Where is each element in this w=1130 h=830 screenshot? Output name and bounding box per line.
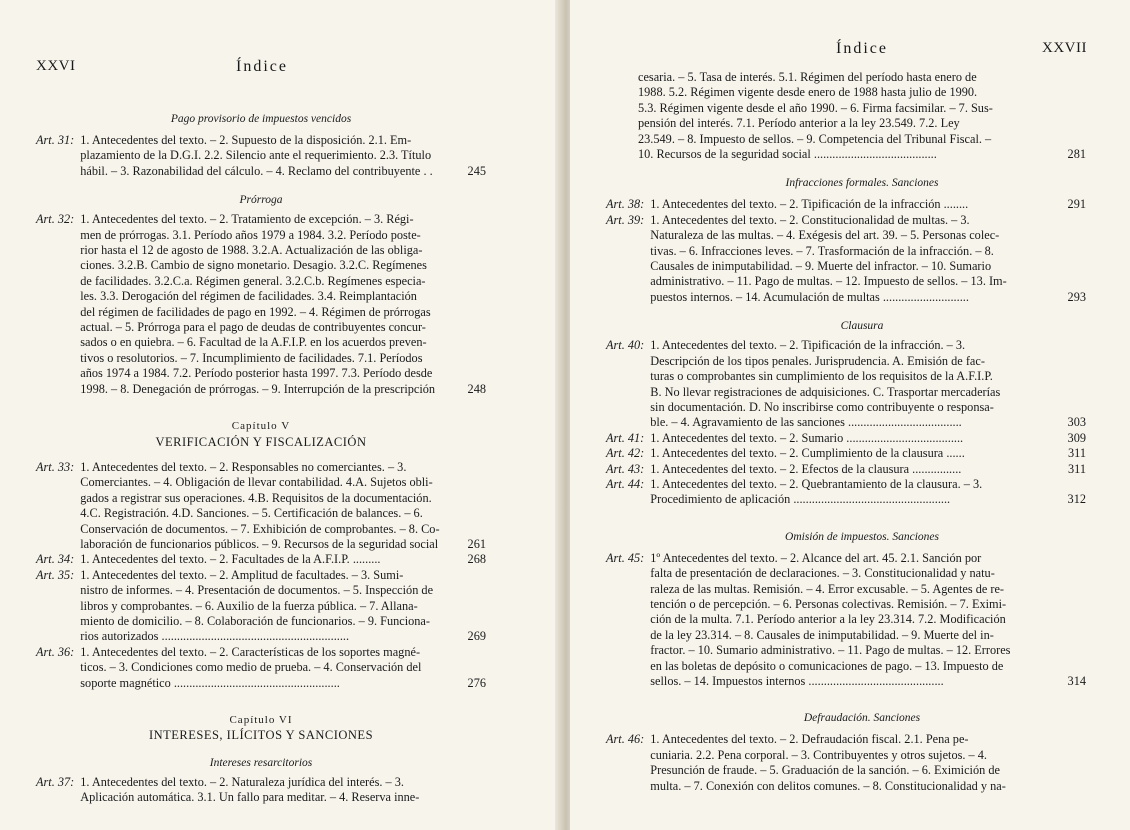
chapter-label: Capítulo V xyxy=(231,420,291,433)
section-title: Intereses resarcitorios xyxy=(209,756,313,769)
toc-entry-art33 xyxy=(36,460,486,552)
entry-text: 1. Antecedentes del texto. – 2. Características de los soportes magné- ticos. – 3. Condiciones como medio de prueba. – 4. Conservación del soporte magnético ...................................................... xyxy=(80,644,422,690)
toc-entry-art44 xyxy=(606,477,1086,508)
article-label: Art. 40: xyxy=(606,338,645,353)
page-number: XXVII xyxy=(1042,40,1087,56)
article-label: Art. 37: xyxy=(36,774,75,789)
entry-text: 1. Antecedentes del texto. – 2. Naturaleza jurídica del interés. – 3. Aplicación automática. 3.1. Un fallo para meditar. – 4. Reserva inne- xyxy=(80,774,420,805)
entry-text: cesaria. – 5. Tasa de interés. 5.1. Régimen del período hasta enero de 1988. 5.2. Régimen vigente desde enero de 1988 hasta julio de 1990. 5.3. Régimen vigente desde el año 1990. – 6. Firma facsimilar. – 7. Sus- pensión del interés. 7.1. Período anterior a la ley 23.549. 7.2. Ley 23.549. – 8. Impuesto de sellos. – 9. Competencia del Tribunal Fiscal. – 10. Recursos de la seguridad social ........................................ xyxy=(638,70,993,162)
right-page xyxy=(570,0,1130,830)
toc-entry-art31 xyxy=(36,133,486,179)
page-ref: 314 xyxy=(1067,674,1086,688)
page-ref: 248 xyxy=(467,381,486,396)
page-ref: 245 xyxy=(467,163,486,178)
entry-text: 1. Antecedentes del texto. – 2. Tratamiento de excepción. – 3. Régi- men de prórrogas. 3.1. Período años 1979 a 1984. 3.2. Período poste- rior hasta el 12 de agosto de 1988. 3.2.A. Actualización de las obliga- ciones. 3.2.B. Cambio de signo monetario. Desagio. 3.2.C. Regímenes de facilidades. 3.2.C.a. Régimen general. 3.2.C.b. Regímenes especia- les. 3.3. Derogación del régimen de facilidades. 3.4. Reimplantación del régimen de facilidades de pago en 1992. – 4. Régimen de prórrogas actual. – 5. Prórroga para el pago de deudas de contribuyentes concur- sados o en quiebra. – 6. Facultad de la A.F.I.P. en los acuerdos preven- tivos o resolutorios. – 7. Incumplimiento de facilidades. 7.1. Períodos años 1974 a 1984. 7.2. Período posterior hasta 1997. 7.3. Período desde 1998. – 8. Denegación de prórrogas. – 9. Interrupción de la prescripción xyxy=(80,212,436,396)
entry-text: 1. Antecedentes del texto. – 2. Cumplimiento de la clausura ...... xyxy=(650,446,965,461)
article-label: Art. 36: xyxy=(36,644,75,659)
page-ref: 312 xyxy=(1067,492,1086,507)
section-title: Infracciones formales. Sanciones xyxy=(785,177,939,190)
toc-entry-art40 xyxy=(606,338,1086,430)
entry-text: 1. Antecedentes del texto. – 2. Defraudación fiscal. 2.1. Pena pe- cuniaria. 2.2. Pena corporal. – 3. Contribuyentes y otros sujetos. – 4. Presunción de fraude. – 5. Graduación de la sanción. – 6. Eximición de multa. – 7. Conexión con delitos comunes. – 8. Constitucionalidad y na- xyxy=(650,732,1006,793)
article-label: Art. 46: xyxy=(606,732,645,747)
toc-entry-art39 xyxy=(606,213,1086,305)
toc-entry-art37 xyxy=(36,775,486,806)
page-ref: 269 xyxy=(467,629,486,644)
page-ref: 276 xyxy=(467,675,486,690)
running-head: Índice xyxy=(836,40,888,57)
left-body xyxy=(36,112,486,806)
toc-entry-art43 xyxy=(606,462,1086,477)
entry-text: 1. Antecedentes del texto. – 2. Tipificación de la infracción ........ xyxy=(650,197,969,212)
page-ref: 303 xyxy=(1067,415,1086,430)
right-body xyxy=(606,70,1086,794)
toc-entry-art35 xyxy=(36,568,486,645)
section-title: Defraudación. Sanciones xyxy=(803,712,921,725)
page-ref: 281 xyxy=(1067,147,1086,162)
toc-entry-art37-continued xyxy=(638,70,1086,162)
page-ref: 311 xyxy=(1068,461,1086,476)
toc-entry-art32 xyxy=(36,212,486,397)
toc-entry-art34 xyxy=(36,552,486,567)
article-label: Art. 34: xyxy=(36,552,75,567)
page-number: XXVI xyxy=(36,58,76,74)
section-title: Clausura xyxy=(840,320,884,333)
entry-text: 1. Antecedentes del texto. – 2. Constitucionalidad de multas. – 3. Naturaleza de las multas. – 4. Exégesis del art. 39. – 5. Personas colec- tivas. – 6. Infracciones leves. – 7. Trasformación de la infracción. – 8. Causales de inimputabilidad. – 9. Muerte del infractor. – 10. Sumario administrativo. – 11. Pago de multas. – 12. Impuesto de sellos. – 13. Im- puestos internos. – 14. Acumulación de multas ............................ xyxy=(650,212,1007,304)
left-page xyxy=(0,0,560,830)
chapter-title: VERIFICACIÓN Y FISCALIZACIÓN xyxy=(155,434,367,449)
article-label: Art. 45: xyxy=(606,550,645,565)
entry-text: 1. Antecedentes del texto. – 2. Supuesto de la disposición. 2.1. Em- plazamiento de la D.G.I. 2.2. Silencio ante el requerimiento. 2.3. Título hábil. – 3. Razonabilidad del cálculo. – 4. Reclamo del contribuyente . . xyxy=(80,133,433,178)
entry-text: 1. Antecedentes del texto. – 2. Quebrantamiento de la clausura. – 3. Procedimiento de aplicación ................................................... xyxy=(650,476,983,507)
section-title: Omisión de impuestos. Sanciones xyxy=(785,530,939,543)
section-title: Pago provisorio de impuestos vencidos xyxy=(170,113,352,125)
page-ref: 291 xyxy=(1067,197,1086,212)
toc-entry-art46 xyxy=(606,732,1086,794)
article-label: Art. 39: xyxy=(606,212,645,227)
entry-text: 1. Antecedentes del texto. – 2. Tipificación de la infracción. – 3. Descripción de los tipos penales. Jurisprudencia. A. Emisión de fac- turas o comprobantes sin cumplimiento de los requisitos de la A.F.I.P. B. No llevar registraciones de adquisiciones. C. Trasportar mercaderías sin documentación. D. No inscribirse como contribuyente o responsa- ble. – 4. Agravamiento de las sanciones ..................................... xyxy=(650,338,1001,430)
page-ref: 261 xyxy=(467,536,486,551)
chapter-title: INTERESES, ILÍCITOS Y SANCIONES xyxy=(148,728,374,743)
page-ref: 311 xyxy=(1068,446,1086,461)
article-label: Art. 44: xyxy=(606,476,645,491)
article-label: Art. 41: xyxy=(606,430,645,445)
entry-text: 1. Antecedentes del texto. – 2. Responsables no comerciantes. – 3. Comerciantes. – 4. Obligación de llevar contabilidad. 4.A. Sujetos obli- gados a registrar sus operaciones. 4.B. Requisitos de la documentación. 4.C. Registración. 4.D. Sanciones. – 5. Certificación de balances. – 6. Conservación de documentos. – 7. Exhibición de comprobantes. – 8. Co- laboración de funcionarios públicos. – 9. Recursos de la seguridad social xyxy=(80,459,440,551)
chapter-label: Capítulo VI xyxy=(229,714,293,726)
article-label: Art. 31: xyxy=(36,133,75,147)
entry-text: 1º Antecedentes del texto. – 2. Alcance del art. 45. 2.1. Sanción por falta de presentación de declaraciones. – 3. Constitucionalidad y natu- raleza de las multas. Remisión. – 4. Error excusable. – 5. Agentes de re- tención o de percepción. – 6. Personas colectivas. Remisión. – 7. Eximi- ción de la multa. 7.1. Período anterior a la ley 23.314. 7.2. Modificación de la ley 23.314. – 8. Causales de inimputabilidad. – 9. Muerte del in- fractor. – 10. Sumario administrativo. – 11. Pago de multas. – 12. Errores en las boletas de depósito o comunicaciones de pago. – 13. Impuesto de sellos. – 14. Impuestos internos ............................................ xyxy=(650,550,1011,688)
page-ref: 268 xyxy=(467,552,486,567)
page-ref: 293 xyxy=(1067,289,1086,304)
article-label: Art. 38: xyxy=(606,197,645,212)
section-title: Prórroga xyxy=(239,194,283,207)
toc-entry-art38 xyxy=(606,197,1086,212)
entry-text: 1. Antecedentes del texto. – 2. Sumario ...................................... xyxy=(650,430,964,445)
article-label: Art. 35: xyxy=(36,567,75,582)
toc-entry-art45 xyxy=(606,551,1086,690)
toc-entry-art36 xyxy=(36,645,486,691)
entry-text: 1. Antecedentes del texto. – 2. Facultades de la A.F.I.P. ......... xyxy=(80,552,381,567)
article-label: Art. 32: xyxy=(36,212,75,227)
article-label: Art. 33: xyxy=(36,459,75,474)
toc-entry-art41 xyxy=(606,431,1086,446)
entry-text: 1. Antecedentes del texto. – 2. Efectos de la clausura ................ xyxy=(650,461,962,476)
running-head: Índice xyxy=(236,58,288,75)
page-ref: 309 xyxy=(1067,430,1086,445)
article-label: Art. 42: xyxy=(606,446,645,461)
entry-text: 1. Antecedentes del texto. – 2. Amplitud de facultades. – 3. Sumi- nistro de informes. – 4. Presentación de documentos. – 5. Inspección de libros y comprobantes. – 6. Auxilio de la fuerza pública. – 7. Allana- miento de domicilio. – 8. Colaboración de funcionarios. – 9. Funciona- rios autorizados ............................................................. xyxy=(80,567,434,644)
toc-entry-art42 xyxy=(606,446,1086,461)
article-label: Art. 43: xyxy=(606,461,645,476)
